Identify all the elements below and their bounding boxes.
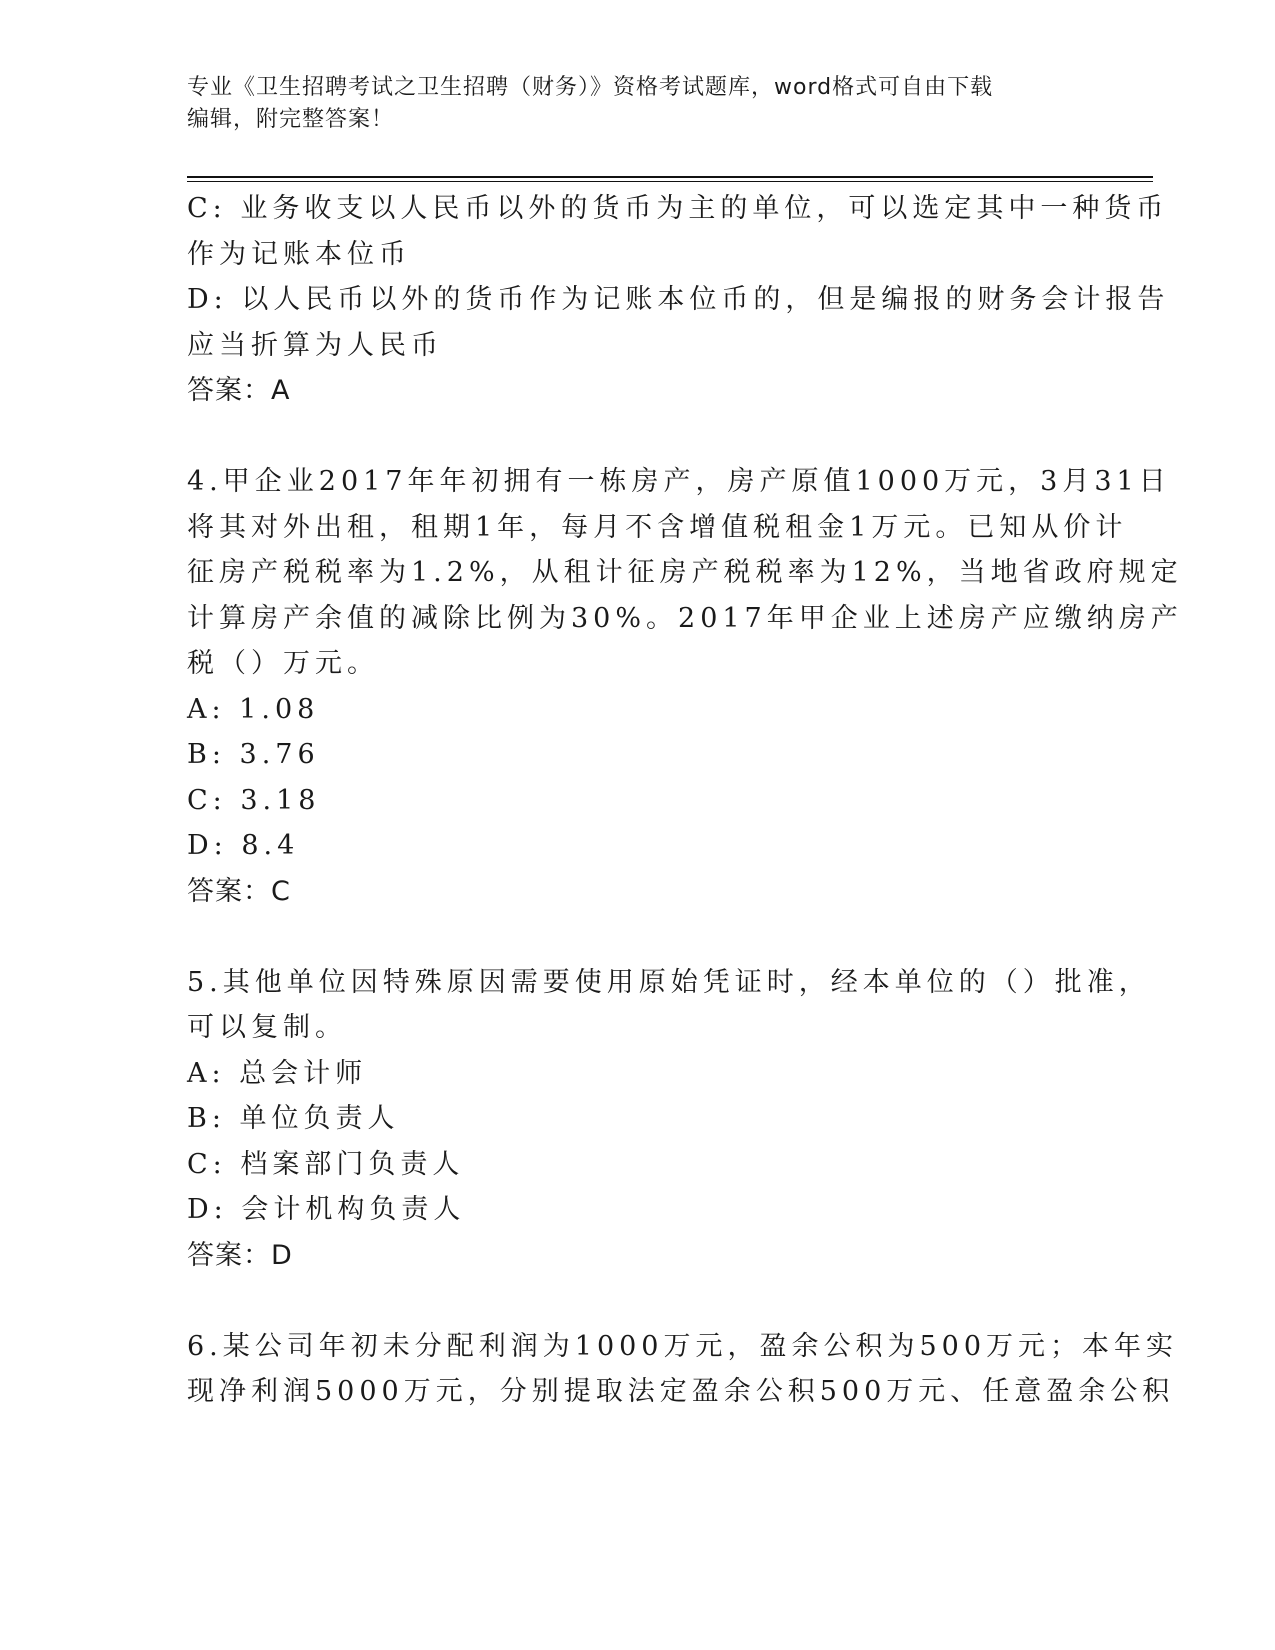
option-d: D: 8.4 [187, 830, 300, 861]
spacer [187, 914, 1087, 960]
question-stem-line: 计算房产余值的减除比例为30%。2017年甲企业上述房产应缴纳房产 [187, 602, 1183, 634]
option-b: B: 3.76 [187, 739, 320, 770]
option-a: A: 1.08 [187, 693, 320, 725]
question-content [187, 186, 1183, 1415]
option-c-line-1: C: 业务收支以人民币以外的货币为主的单位，可以选定其中一种货币 [187, 193, 1169, 224]
question-stem-line: 4.甲企业2017年年初拥有一栋房产，房产原值1000万元，3月31日 [187, 466, 1171, 497]
answer-3: 答案：A [187, 375, 291, 406]
option-c: C: 3.18 [187, 784, 321, 816]
question-5 [187, 960, 1151, 1279]
option-a: A: 总会计师 [187, 1057, 368, 1089]
question-stem-line: 税（）万元。 [187, 648, 379, 679]
question-stem-line: 将其对外出租，租期1年，每月不含增值税租金1万元。已知从价计 [187, 511, 1128, 543]
question-stem-line: 5.其他单位因特殊原因需要使用原始凭证时，经本单位的（）批准， [187, 966, 1151, 998]
question-stem-line: 征房产税税率为1.2%，从租计征房产税税率为12%，当地省政府规定 [187, 557, 1183, 588]
spacer [187, 414, 1087, 460]
option-c-line-2: 作为记账本位币 [187, 238, 411, 270]
question-stem-line: 可以复制。 [187, 1012, 347, 1043]
question-stem-line: 现净利润5000万元，分别提取法定盈余公积500万元、任意盈余公积 [187, 1376, 1175, 1407]
header-line-2: 编辑，附完整答案！ [187, 107, 395, 132]
question-3-tail [187, 186, 1170, 414]
option-d: D: 会计机构负责人 [187, 1194, 466, 1225]
option-d-line-1: D: 以人民币以外的货币作为记账本位币的，但是编报的财务会计报告 [187, 284, 1170, 315]
option-b: B: 单位负责人 [187, 1103, 400, 1134]
option-d-line-2: 应当折算为人民币 [187, 329, 443, 361]
spacer [187, 1278, 1087, 1324]
header-rule-thick [187, 176, 1153, 178]
question-stem-line: 6.某公司年初未分配利润为1000万元，盈余公积为500万元；本年实 [187, 1330, 1179, 1362]
question-6 [187, 1324, 1179, 1415]
header-line-1: 专业《卫生招聘考试之卫生招聘（财务）》资格考试题库，word格式可自由下载 [187, 75, 994, 100]
answer-5: 答案：D [187, 1239, 293, 1271]
question-4 [187, 459, 1183, 914]
option-c: C: 档案部门负责人 [187, 1148, 465, 1180]
header-rule-thin [187, 181, 1153, 182]
document-header [187, 72, 1087, 136]
answer-4: 答案：C [187, 875, 291, 907]
